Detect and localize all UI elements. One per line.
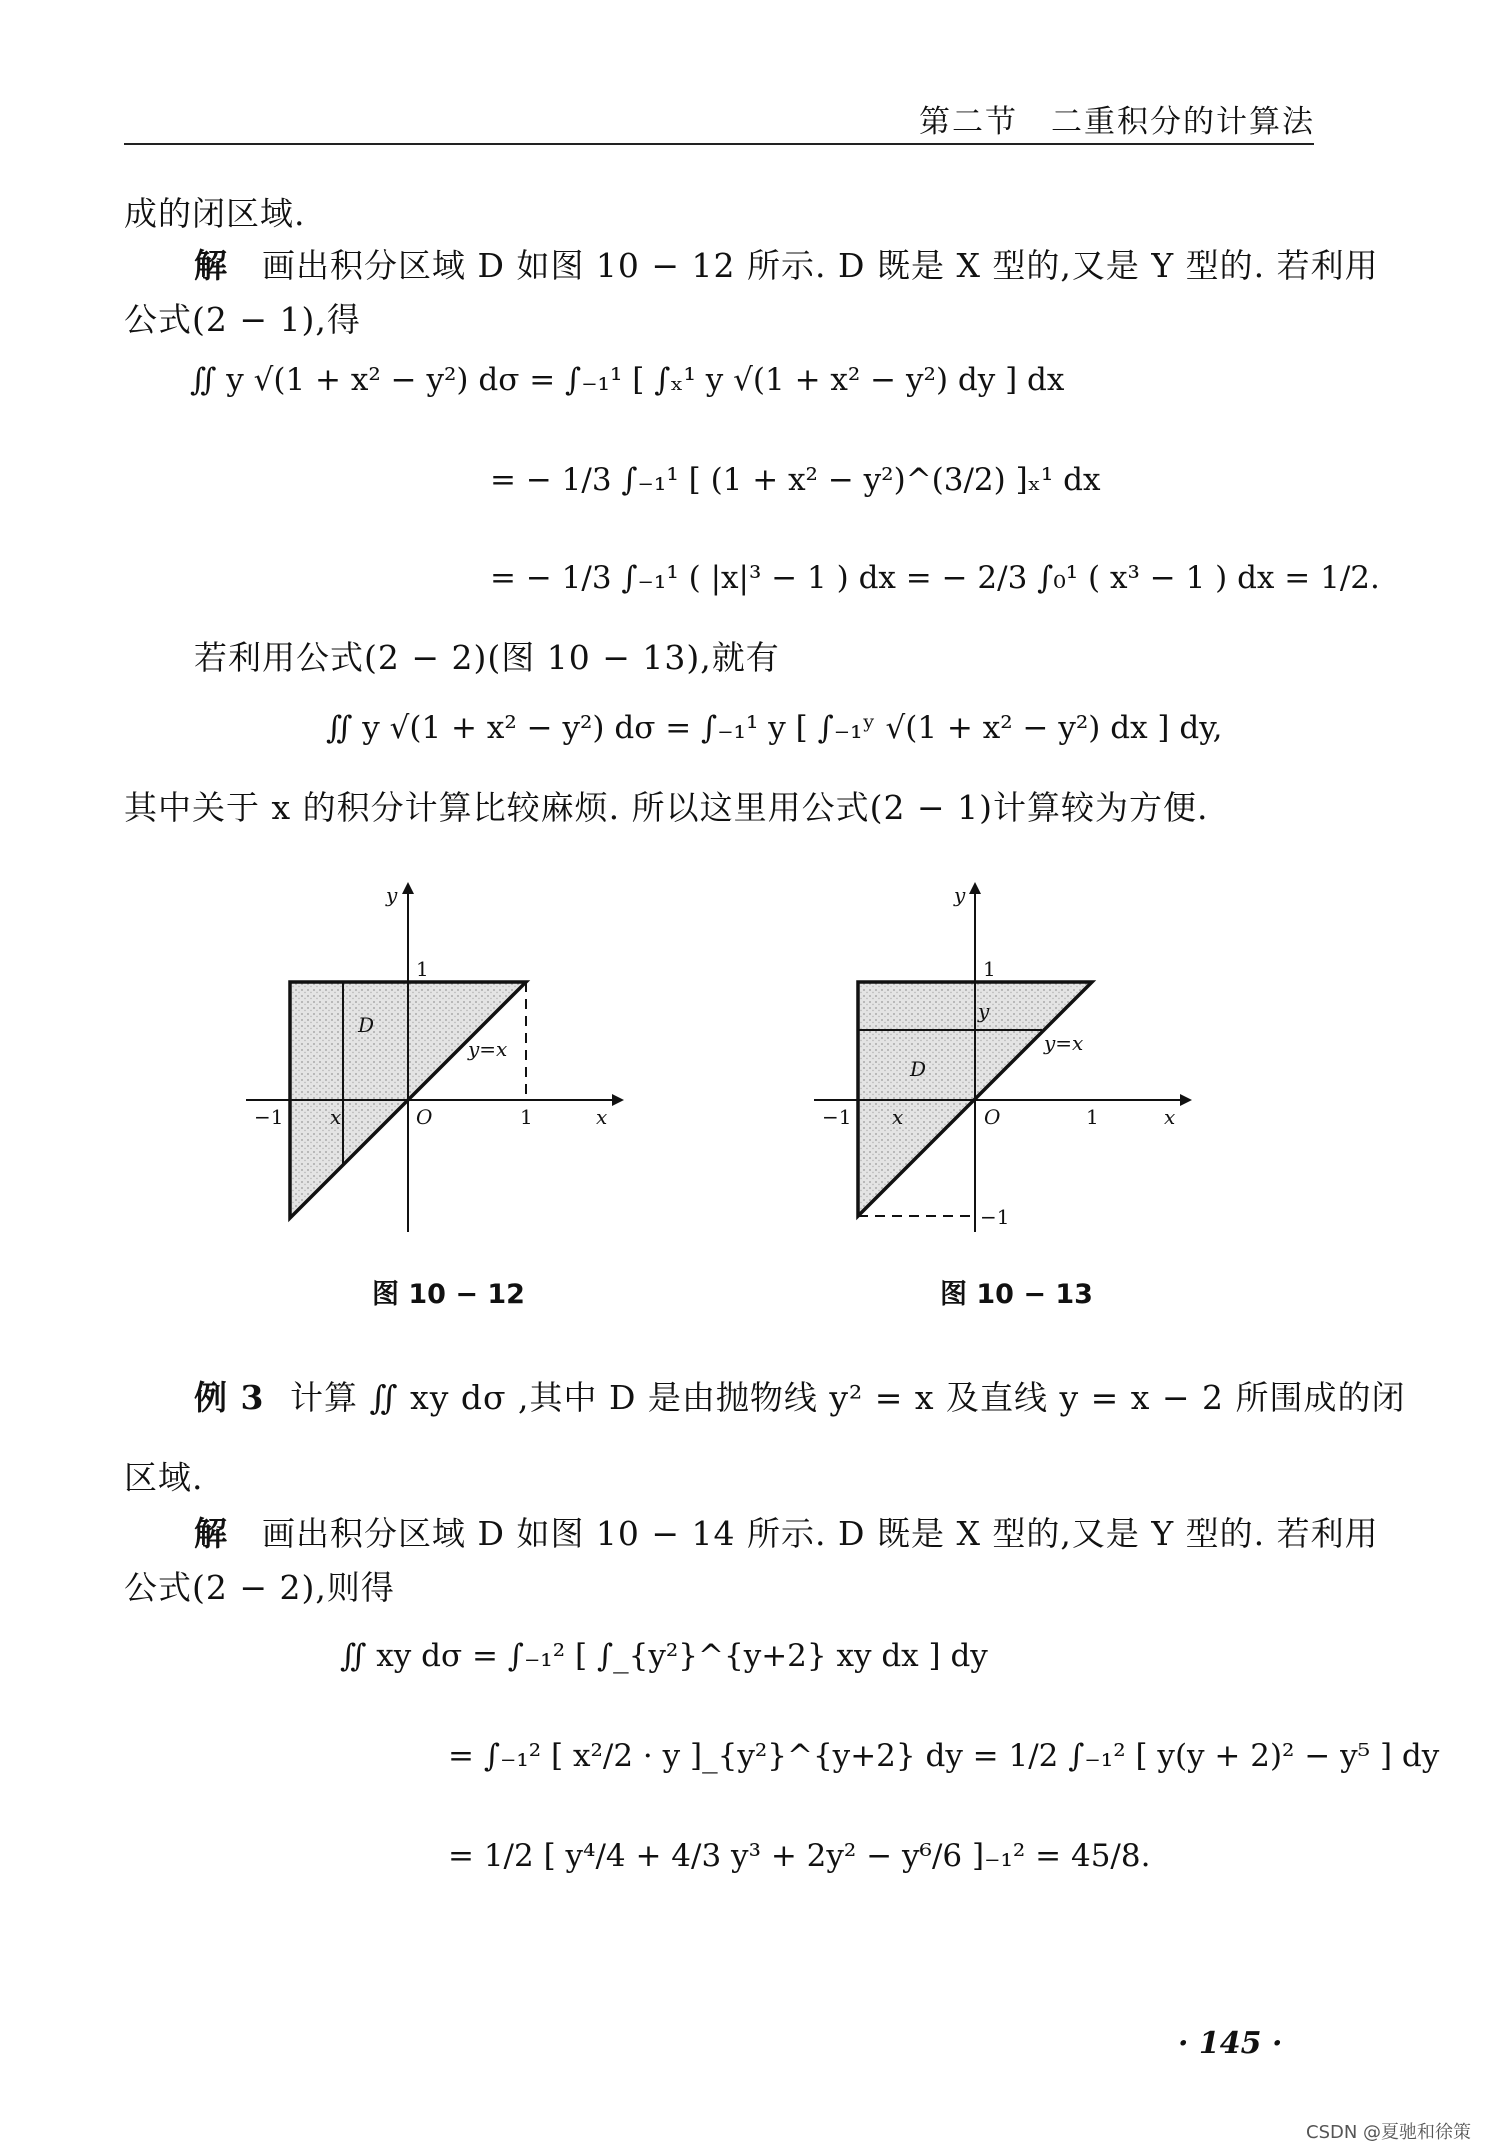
figure-10-12-caption: 图 10 − 12: [372, 1279, 525, 1310]
section-title: 第二节 二重积分的计算法: [919, 104, 1315, 140]
figure-10-13-caption: 图 10 − 13: [940, 1279, 1093, 1310]
equation-1b: = − 1/3 ∫₋₁¹ [ (1 + x² − y²)^(3/2) ]ₓ¹ dx: [490, 462, 1101, 498]
fig1-minus-one: −1: [254, 1105, 284, 1129]
solution-2-text: 画出积分区域 D 如图 10 − 14 所示. D 既是 X 型的,又是 Y 型的. 若利用: [262, 1514, 1379, 1553]
example-3-text: 计算 ∬ xy dσ ,其中 D 是由抛物线 y² = x 及直线 y = x − 2 所围成的闭: [290, 1378, 1406, 1417]
fig2-minus-one-bottom: −1: [980, 1205, 1010, 1229]
fig2-origin: O: [984, 1105, 1001, 1129]
figure-10-12: [240, 880, 640, 1240]
header-rule: [124, 143, 1314, 145]
x-axis-arrow: [612, 1094, 624, 1106]
equation-3c: = 1/2 [ y⁴/4 + 4/3 y³ + 2y² − y⁶/6 ]₋₁² = 45/8.: [448, 1838, 1151, 1874]
fig1-origin: O: [416, 1105, 433, 1129]
solution-2-label: 解: [194, 1514, 228, 1553]
text-line-3: 其中关于 x 的积分计算比较麻烦. 所以这里用公式(2 − 1)计算较为方便.: [124, 788, 1209, 827]
equation-3b: = ∫₋₁² [ x²/2 · y ]_{y²}^{y+2} dy = 1/2 ∫₋₁² [ y(y + 2)² − y⁵ ] dy: [448, 1738, 1440, 1774]
text-line-2: 若利用公式(2 − 2)(图 10 − 13),就有: [194, 638, 780, 677]
fig1-y-label: y: [386, 883, 398, 907]
example-3-label: 例 3: [194, 1378, 265, 1417]
fig2-slice-label: y: [978, 999, 990, 1023]
example-3-text-2: 区域.: [124, 1458, 204, 1497]
solution-1-label: 解: [194, 246, 228, 285]
fig1-one-top: 1: [416, 957, 429, 981]
page-number: · 145 ·: [1178, 2026, 1283, 2061]
equation-1a: ∬ y √(1 + x² − y²) dσ = ∫₋₁¹ [ ∫ₓ¹ y √(1 + x² − y²) dy ] dx: [190, 362, 1065, 398]
fig2-minus-one-left: −1: [822, 1105, 852, 1129]
csdn-watermark: CSDN @夏驰和徐策: [1306, 2122, 1472, 2143]
fig2-x-label: x: [1164, 1105, 1176, 1129]
fig1-one-right: 1: [520, 1105, 533, 1129]
solution-1-text: 画出积分区域 D 如图 10 − 12 所示. D 既是 X 型的,又是 Y 型的. 若利用: [262, 246, 1379, 285]
x-axis-arrow: [1180, 1094, 1192, 1106]
fig2-one-top: 1: [983, 957, 996, 981]
figure-10-13: [808, 880, 1208, 1240]
fig1-x-label: x: [596, 1105, 608, 1129]
fig2-region-label: D: [910, 1057, 927, 1081]
equation-2: ∬ y √(1 + x² − y²) dσ = ∫₋₁¹ y [ ∫₋₁ʸ √(1 + x² − y²) dx ] dy,: [326, 710, 1223, 746]
fig2-slice-x-label: x: [892, 1105, 904, 1129]
fig2-line-label: y=x: [1044, 1031, 1084, 1055]
fig2-one-right: 1: [1086, 1105, 1099, 1129]
solution-1-text-2: 公式(2 − 1),得: [124, 300, 361, 339]
equation-1c: = − 1/3 ∫₋₁¹ ( |x|³ − 1 ) dx = − 2/3 ∫₀¹ ( x³ − 1 ) dx = 1/2.: [490, 560, 1380, 596]
y-axis-arrow: [969, 882, 981, 894]
fig2-y-label: y: [954, 883, 966, 907]
fig1-line-label: y=x: [468, 1037, 508, 1061]
solution-2-text-2: 公式(2 − 2),则得: [124, 1568, 395, 1607]
fig1-region-label: D: [358, 1013, 375, 1037]
equation-3a: ∬ xy dσ = ∫₋₁² [ ∫_{y²}^{y+2} xy dx ] dy: [340, 1638, 988, 1674]
text-line-1: 成的闭区域.: [124, 194, 306, 233]
y-axis-arrow: [402, 882, 414, 894]
fig1-slice-label: x: [330, 1105, 342, 1129]
